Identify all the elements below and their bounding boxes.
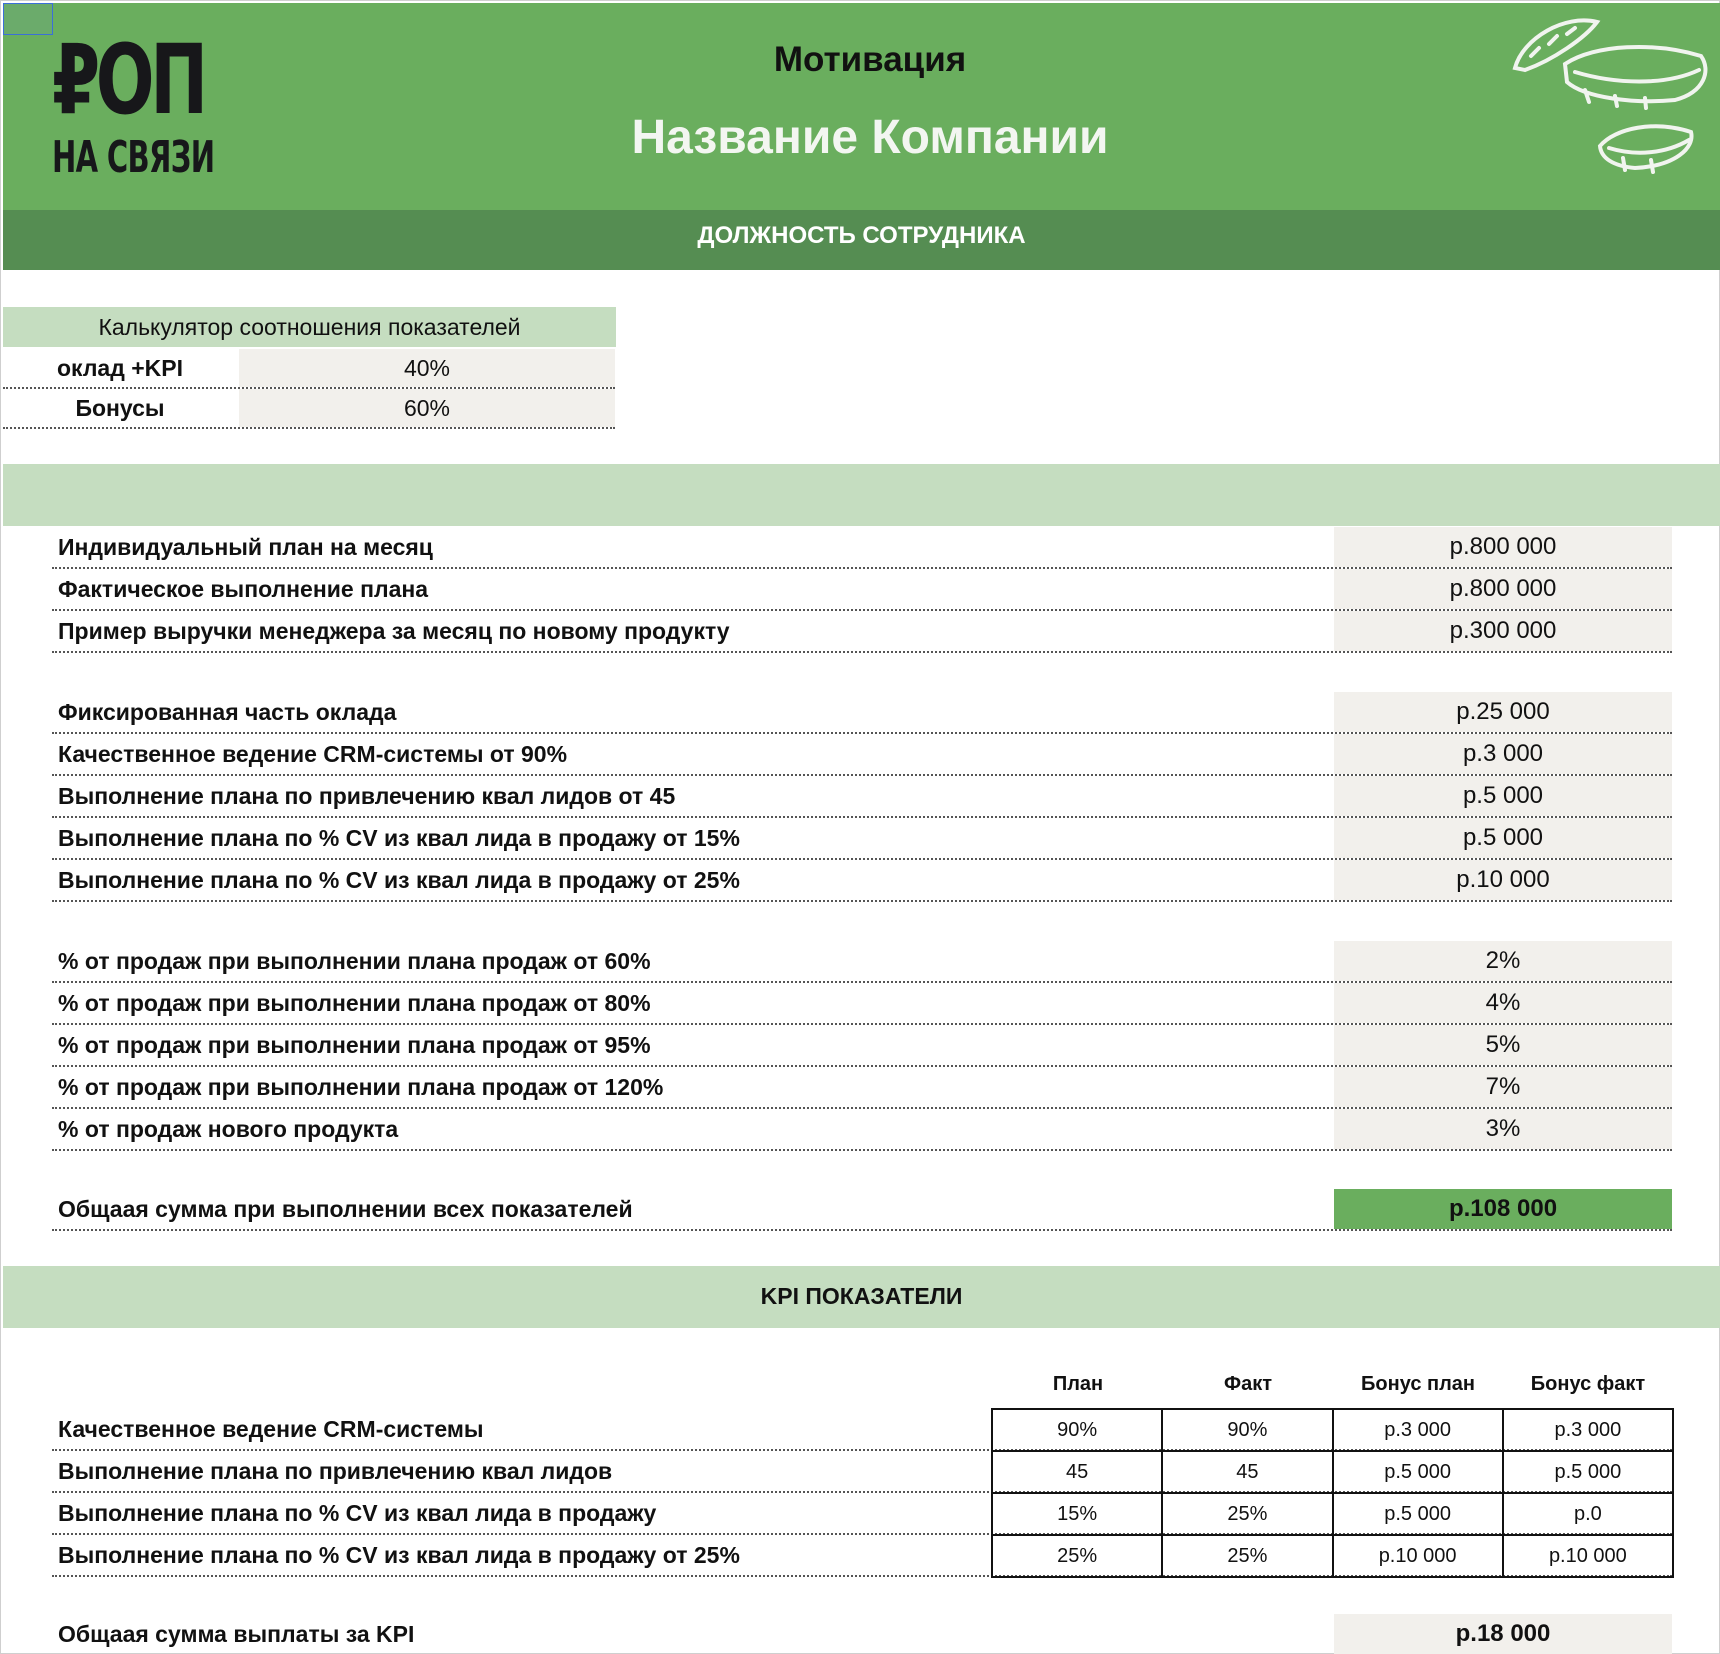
metric-label: Качественное ведение CRM-системы от 90% <box>58 740 568 767</box>
kpi-table-row <box>992 1451 1673 1493</box>
header-band <box>3 3 1720 210</box>
kpi-row-label: Выполнение плана по % CV из квал лида в продажу от 25% <box>58 1541 740 1568</box>
kpi-cell-bonus-fact[interactable]: р.10 000 <box>1503 1535 1673 1577</box>
kpi-row-label: Выполнение плана по % CV из квал лида в продажу <box>58 1499 657 1526</box>
kpi-table-row <box>992 1535 1673 1577</box>
metric-value-cell[interactable]: р.5 000 <box>1334 776 1672 816</box>
calculator-label: оклад +KPI <box>56 354 183 381</box>
total-row <box>52 1189 1672 1231</box>
kpi-cell-bonus-plan[interactable]: р.10 000 <box>1333 1535 1503 1577</box>
metric-value-cell[interactable]: 3% <box>1334 1109 1672 1149</box>
metric-label: Индивидуальный план на месяц <box>58 533 433 560</box>
kpi-cell-bonus-fact[interactable]: р.5 000 <box>1503 1451 1673 1493</box>
kpi-cell-bonus-plan[interactable]: р.3 000 <box>1333 1409 1503 1451</box>
metric-value-cell[interactable]: 5% <box>1334 1025 1672 1065</box>
metric-value-cell[interactable]: р.10 000 <box>1334 860 1672 900</box>
calculator-value-cell[interactable]: 40% <box>239 349 615 387</box>
metric-row <box>52 983 1672 1025</box>
metric-value-cell[interactable]: р.25 000 <box>1334 692 1672 732</box>
kpi-row-label: Выполнение плана по привлечению квал лидов <box>58 1457 613 1484</box>
metric-row <box>52 527 1672 569</box>
metric-value-cell[interactable]: р.800 000 <box>1334 569 1672 609</box>
kpi-row-label: Качественное ведение CRM-системы <box>58 1415 484 1442</box>
decorative-sketch-icon <box>1505 8 1715 188</box>
kpi-cell-fact[interactable]: 25% <box>1162 1493 1332 1535</box>
kpi-cell-bonus-plan[interactable]: р.5 000 <box>1333 1451 1503 1493</box>
kpi-cell-bonus-fact[interactable]: р.0 <box>1503 1493 1673 1535</box>
metric-row <box>52 1025 1672 1067</box>
metric-row <box>52 692 1672 734</box>
metric-label: Выполнение плана по привлечению квал лидов от 45 <box>58 782 676 809</box>
total-label: Общаая сумма при выполнении всех показателей <box>58 1195 633 1222</box>
metric-value-cell[interactable]: р.5 000 <box>1334 818 1672 858</box>
kpi-total-row <box>52 1614 1672 1654</box>
kpi-total-label: Общаая сумма выплаты за KPI <box>58 1620 415 1647</box>
calculator-row <box>3 389 615 429</box>
rop-logo <box>52 24 222 183</box>
metric-row <box>52 1067 1672 1109</box>
metric-label: % от продаж при выполнении плана продаж от 80% <box>58 989 651 1016</box>
metric-value-cell[interactable]: 4% <box>1334 983 1672 1023</box>
metric-label: % от продаж при выполнении плана продаж от 60% <box>58 947 651 974</box>
metric-row <box>52 860 1672 902</box>
section-divider-band <box>3 464 1720 526</box>
kpi-cell-fact[interactable]: 25% <box>1162 1535 1332 1577</box>
metric-row <box>52 776 1672 818</box>
kpi-table-row <box>992 1493 1673 1535</box>
metric-row <box>52 569 1672 611</box>
position-title: ДОЛЖНОСТЬ СОТРУДНИКА <box>697 222 1026 249</box>
metric-value-cell[interactable]: 7% <box>1334 1067 1672 1107</box>
kpi-table-row <box>992 1409 1673 1451</box>
metric-label: % от продаж при выполнении плана продаж от 95% <box>58 1031 651 1058</box>
metric-value-cell[interactable]: р.300 000 <box>1334 611 1672 651</box>
metric-row <box>52 734 1672 776</box>
metric-value-cell[interactable]: р.800 000 <box>1334 527 1672 567</box>
kpi-cell-fact[interactable]: 45 <box>1162 1451 1332 1493</box>
metric-label: % от продаж при выполнении плана продаж от 120% <box>58 1073 664 1100</box>
kpi-cell-plan[interactable]: 15% <box>992 1493 1162 1535</box>
kpi-column-header-bonus-fact: Бонус факт <box>1530 1373 1646 1395</box>
kpi-cell-plan[interactable]: 45 <box>992 1451 1162 1493</box>
kpi-cell-fact[interactable]: 90% <box>1162 1409 1332 1451</box>
metric-label: Фиксированная часть оклада <box>58 698 397 725</box>
metric-label: Фактическое выполнение плана <box>58 575 429 602</box>
metric-label: Пример выручки менеджера за месяц по новому продукту <box>58 617 730 644</box>
kpi-table <box>991 1408 1674 1578</box>
calculator-row <box>3 349 615 389</box>
metric-value-cell[interactable]: 2% <box>1334 941 1672 981</box>
metric-label: Выполнение плана по % CV из квал лида в продажу от 15% <box>58 824 740 851</box>
metric-row <box>52 941 1672 983</box>
kpi-column-header-plan: План <box>1052 1373 1104 1395</box>
total-value-cell[interactable]: р.108 000 <box>1334 1189 1672 1229</box>
metric-value-cell[interactable]: р.3 000 <box>1334 734 1672 774</box>
kpi-column-header-fact: Факт <box>1224 1373 1272 1395</box>
metric-label: % от продаж нового продукта <box>58 1115 399 1142</box>
kpi-cell-plan[interactable]: 90% <box>992 1409 1162 1451</box>
metric-row <box>52 818 1672 860</box>
kpi-total-value-cell[interactable]: р.18 000 <box>1334 1614 1672 1654</box>
kpi-column-header-bonus-plan: Бонус план <box>1361 1373 1475 1395</box>
calculator-title: Калькулятор соотношения показателей <box>3 307 616 347</box>
kpi-cell-bonus-fact[interactable]: р.3 000 <box>1503 1409 1673 1451</box>
kpi-cell-plan[interactable]: 25% <box>992 1535 1162 1577</box>
kpi-cell-bonus-plan[interactable]: р.5 000 <box>1333 1493 1503 1535</box>
metric-row <box>52 1109 1672 1151</box>
metric-label: Выполнение плана по % CV из квал лида в продажу от 25% <box>58 866 740 893</box>
document-title: Мотивация <box>773 40 967 79</box>
kpi-section-title: KPI ПОКАЗАТЕЛИ <box>760 1283 963 1309</box>
logo-bottom-text: НА СВЯЗИ <box>52 132 215 183</box>
logo-top-text: ₽ОП <box>52 24 204 136</box>
company-name: Название Компании <box>631 111 1109 164</box>
calculator-value-cell[interactable]: 60% <box>239 389 615 427</box>
metric-row <box>52 611 1672 653</box>
calculator-label: Бонусы <box>75 394 165 421</box>
selected-cell-marker[interactable] <box>3 3 53 35</box>
